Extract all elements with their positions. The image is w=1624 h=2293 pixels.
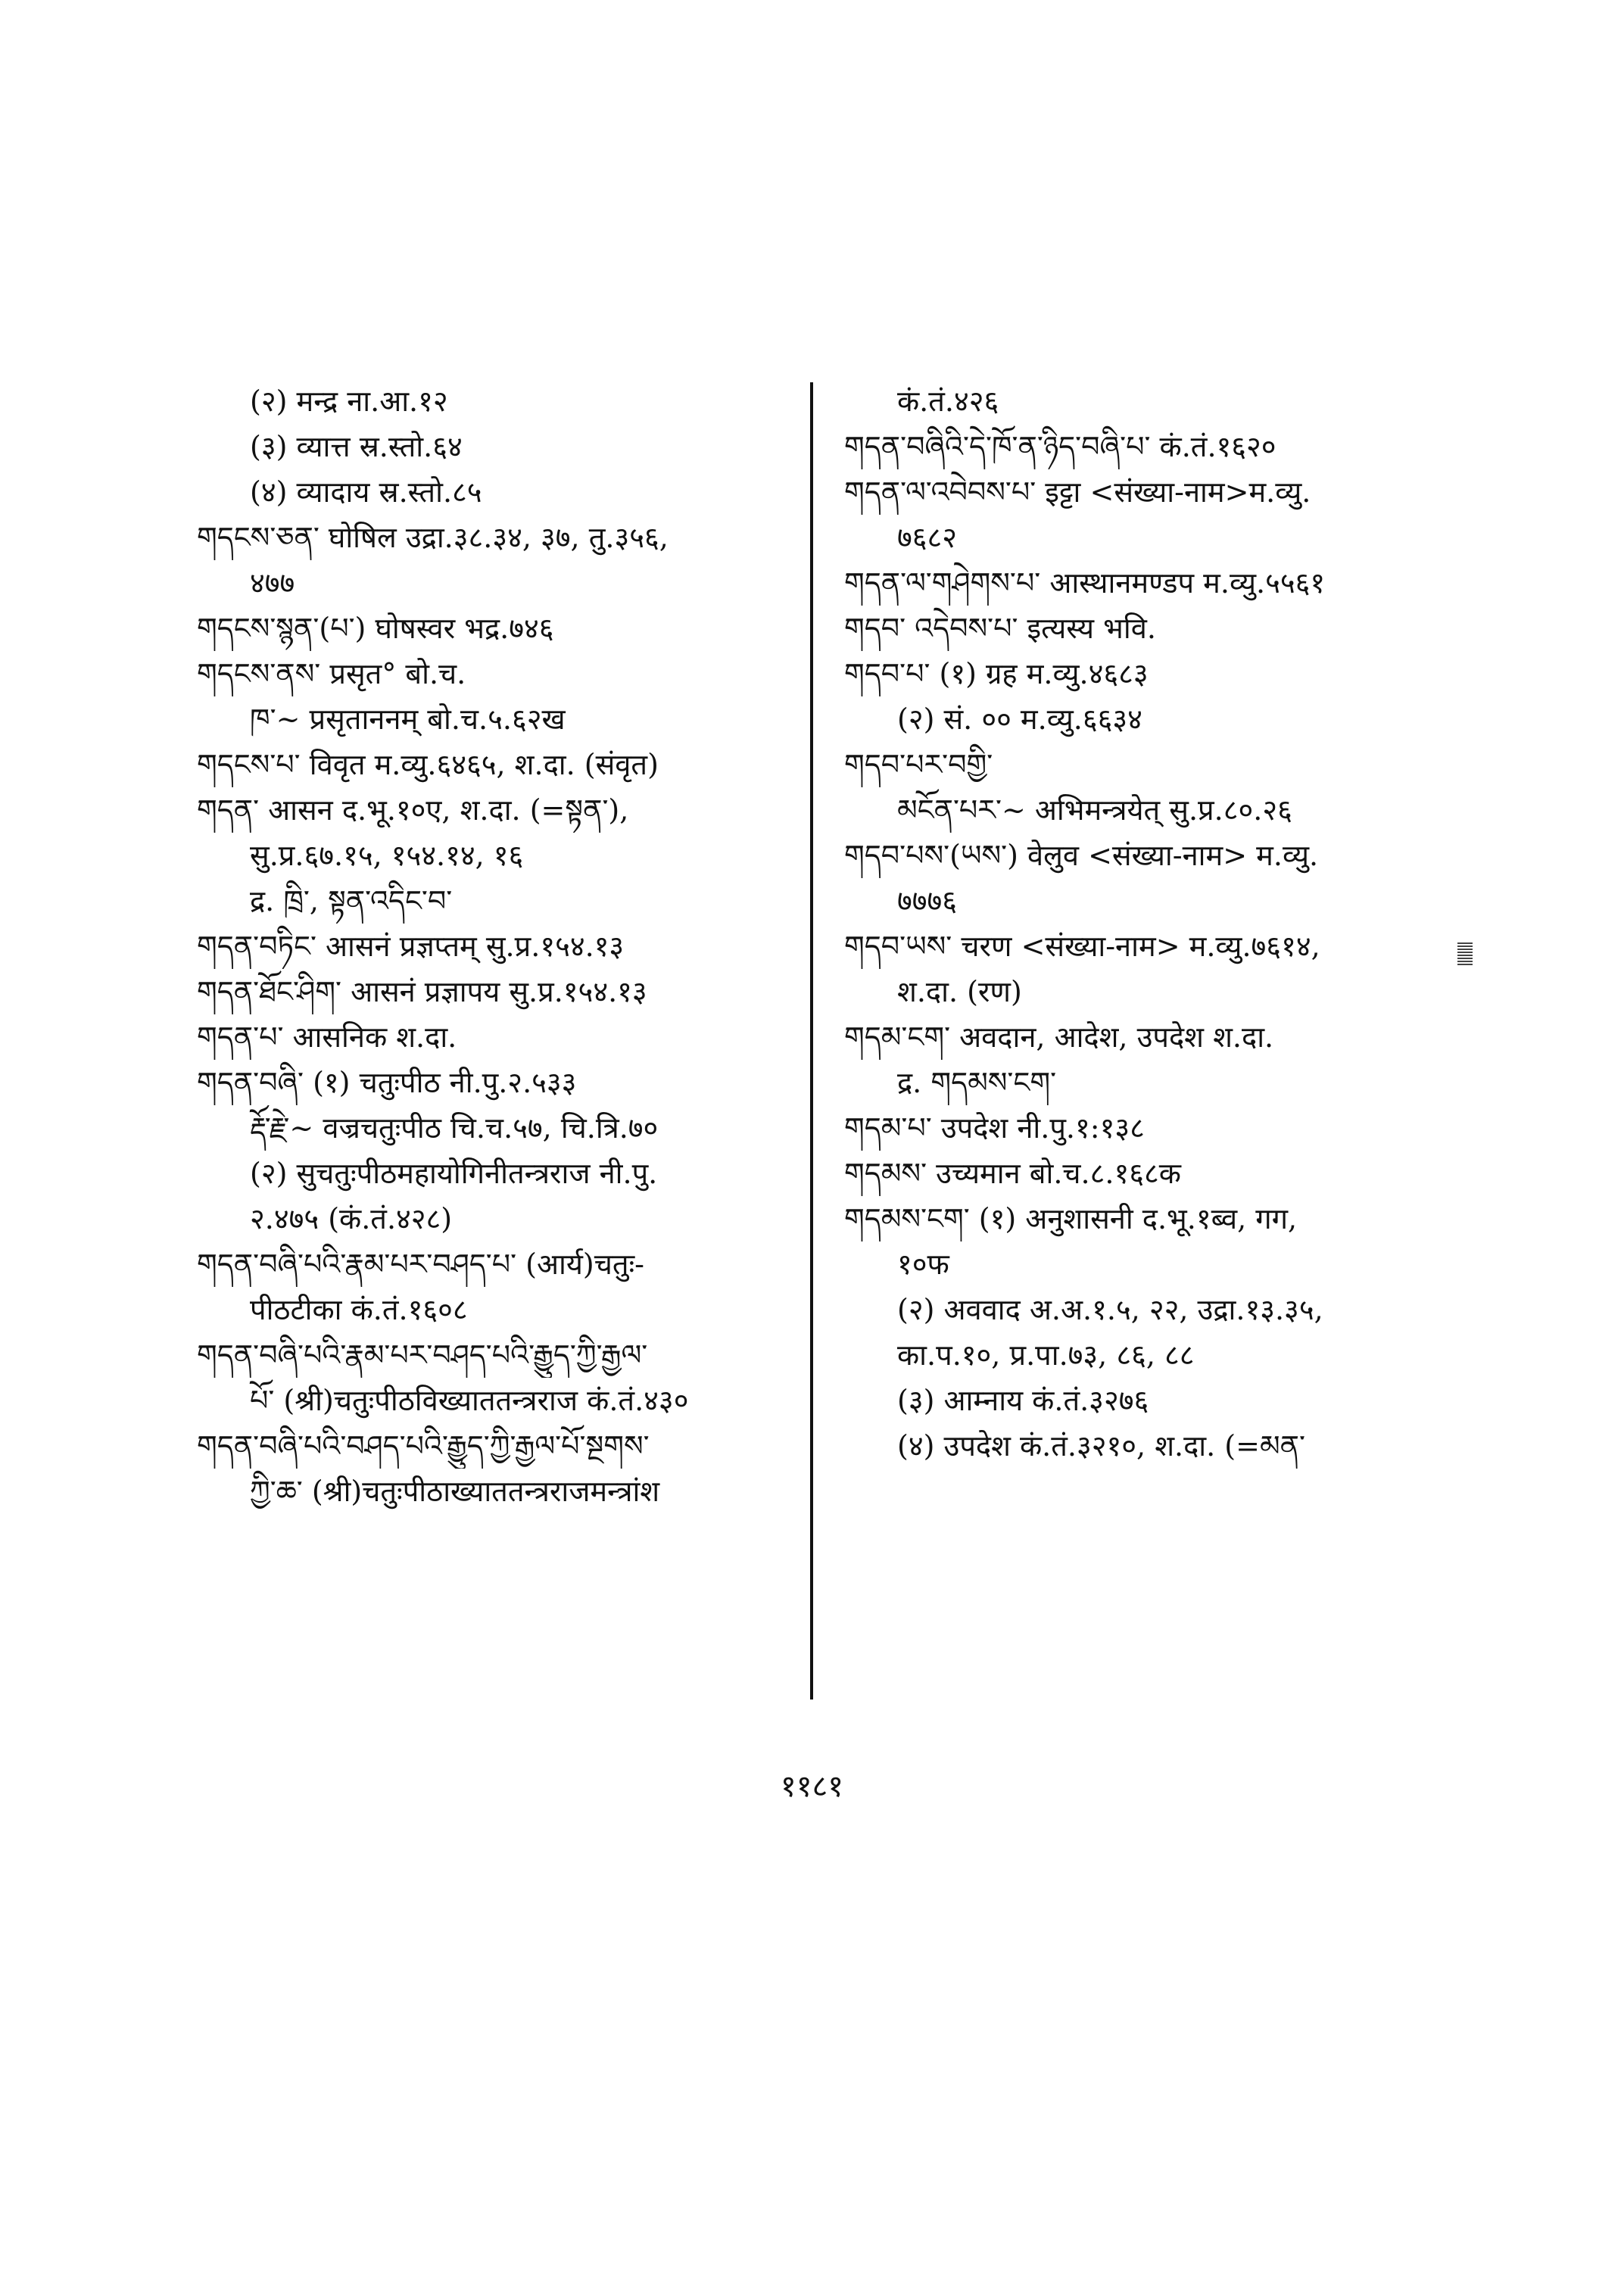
dictionary-line: མངོན་པར་~ अभिमन्त्रयेत् सु.प्र.८०.२६ [897, 793, 1292, 827]
dictionary-line: ཁ་~ प्रसृताननम् बो.च.५.६२ख [250, 703, 566, 736]
dictionary-line: གདམ་ངག་ अवदान, आदेश, उपदेश श.दा. [844, 1020, 1274, 1054]
dictionary-line: ७७७६ [897, 884, 958, 918]
margin-mark [1457, 942, 1473, 965]
dictionary-line: का.प.१०, प्र.पा.७३, ८६, ८८ [897, 1338, 1195, 1372]
dictionary-line: १०फ [897, 1248, 949, 1281]
dictionary-line: सु.प्र.६७.१५, १५४.१४, १६ [250, 839, 524, 872]
dictionary-line: (३) आम्नाय कं.तं.३२७६ [897, 1384, 1149, 1417]
dictionary-line: ७६८२ [897, 521, 958, 554]
dictionary-line: (२) अववाद अ.अ.१.५, २२, उद्रा.१३.३५, [897, 1293, 1323, 1326]
dictionary-line: གདན་བཞིའི་དེ་ཁོ་ན་ཉིད་བཞི་པ་ कं.तं.१६२० [844, 430, 1276, 463]
dictionary-line: གདན་ལ་གཤེགས་པ་ आस्थानमण्डप म.व्यु.५५६१ [844, 566, 1326, 600]
column-divider [810, 382, 813, 1699]
dictionary-line: पीठटीका कं.तं.१६०८ [250, 1293, 468, 1326]
dictionary-line: གདན་བཏིང་ आसनं प्रज्ञप्तम् सु.प्र.१५४.१३ [197, 930, 625, 963]
right-column [844, 379, 1495, 1469]
dictionary-line: གདན་པ་ आसनिक श.दा. [197, 1020, 457, 1054]
page-number: ११८१ [780, 1769, 844, 1804]
dictionary-line: གདན་ལ་འབེབས་པ་ इट्टा <संख्या-नाम>म.व्यु. [844, 475, 1311, 509]
dictionary-line: གདབ་ཡས་ चरण <संख्या-नाम> म.व्यु.७६१४, [844, 930, 1320, 963]
dictionary-line: གདངས་ཅན་ घोषिल उद्रा.३८.३४, ३७, तु.३५६, [197, 521, 669, 554]
dictionary-line: གདན་བཞི་ (१) चतुःपीठ नी.पु.२.५३३ [197, 1066, 577, 1099]
dictionary-line: གདན་ཐོང་ཤིག་ आसनं प्रज्ञापय सु.प्र.१५४.१३ [197, 975, 647, 1008]
dictionary-line: श.दा. (रण) [897, 975, 1022, 1008]
dictionary-line: གདབ་པ་ (१) ग्रह म.व्यु.४६८३ [844, 657, 1149, 690]
dictionary-line: (३) व्यात्त स्र.स्तो.६४ [250, 430, 463, 463]
dictionary-line: གདན་བཞི་པའི་བཤད་པའི་རྒྱུད་ཀྱི་རྒྱལ་པོ་སྔགས་ [197, 1429, 650, 1463]
dictionary-line: द्र. ཁྲི་, སྟན་འདིང་བ་ [250, 884, 453, 918]
dictionary-line: པོ་ (श्री)चतुःपीठविख्याततन्त्रराज कं.तं.४३० [250, 1384, 689, 1417]
dictionary-line: २.४७५ (कं.तं.४२८) [250, 1202, 453, 1235]
dictionary-line: གདན་ आसन द.भू.१०ए, श.दा. (=སྟན་), [197, 793, 629, 827]
dictionary-line: (२) सं. ०० म.व्यु.६६३४ [897, 703, 1142, 736]
dictionary-line: གདངས་པ་ विवृत म.व्यु.६४६५, श.दा. (संवृत) [197, 748, 659, 781]
dictionary-line: གདན་བཞི་པའི་རྣམ་པར་བཤད་པའི་རྒྱུད་ཀྱི་རྒྱལ་ [197, 1338, 648, 1372]
left-column [197, 379, 795, 1514]
dictionary-line: द्र. གདམས་ངག་ [897, 1066, 1057, 1099]
dictionary-line: རྡོ་རྗེ་~ वज्रचतुःपीठ चि.च.५७, चि.त्रि.७० [250, 1111, 659, 1145]
dictionary-line: ཀྱི་ཆ་ (श्री)चतुःपीठाख्याततन्त्रराजमन्त्रांश [250, 1475, 660, 1508]
dictionary-line: གདངས་སྙན་(པ་) घोषस्वर भद्र.७४६ [197, 612, 554, 645]
dictionary-line: (२) सुचतुःपीठमहायोगिनीतन्त्रराज नी.पु. [250, 1157, 658, 1190]
dictionary-line: གདབ་པས་(ཡས་) वेलुव <संख्या-नाम> म.व्यु. [844, 839, 1319, 872]
dictionary-line: གདབ་པར་བགྱི་ [844, 748, 993, 781]
dictionary-line: གདངས་ནས་ प्रसृत° बो.च. [197, 657, 466, 690]
dictionary-line: ४७७ [250, 566, 295, 600]
dictionary-line: (२) मन्द्र ना.आ.१२ [250, 385, 448, 418]
dictionary-line: (४) उपदेश कं.तं.३२१०, श.दा. (=མན་ [897, 1429, 1305, 1463]
dictionary-line: གདམས་ངག་ (१) अनुशासनी द.भू.१ब्व, गग, [844, 1202, 1298, 1235]
dictionary-line: कं.तं.४२६ [897, 385, 999, 418]
dictionary-line: གདམ་པ་ उपदेश नी.पु.१:१३८ [844, 1111, 1145, 1145]
dictionary-line: གདམས་ उच्यमान बो.च.८.१६८क [844, 1157, 1181, 1190]
dictionary-line: (४) व्यादाय स्र.स्तो.८५ [250, 475, 482, 509]
dictionary-line: གདབ་ འདེབས་པ་ इत्यस्य भवि. [844, 612, 1156, 645]
dictionary-line: གདན་བཞི་པའི་རྣམ་པར་བཤད་པ་ (आर्य)चतुः- [197, 1248, 645, 1281]
